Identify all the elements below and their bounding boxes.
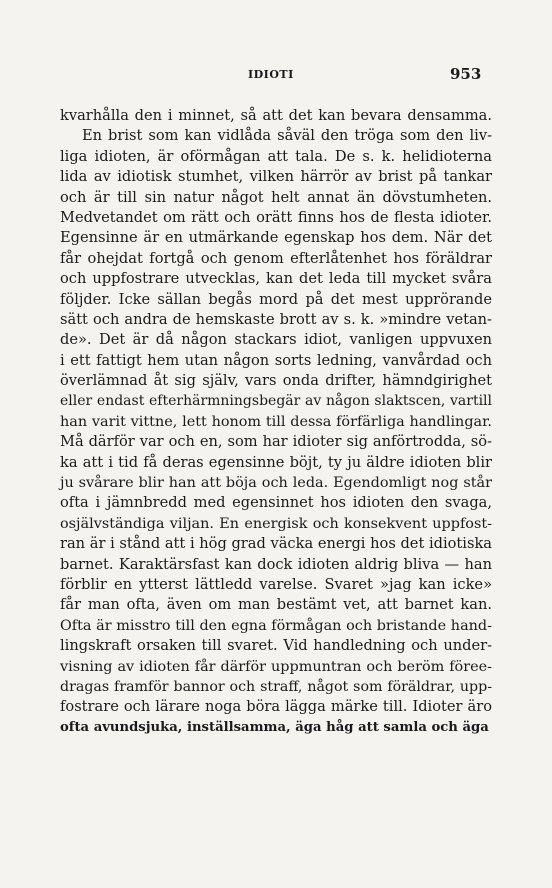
text-line: och uppfostrare utvecklas, kan det leda till mycket svåra [60,270,492,288]
page-number: 953 [450,65,482,83]
text-line: förblir en ytterst lättledd varelse. Svaret »jag kan icke» [60,575,492,593]
text-line: fostrare och lärare noga böra lägga märke till. Idioter äro [60,698,492,716]
text-line: får ohejdat fortgå och genom efterlåtenhet hos föräldrar [60,249,492,267]
text-line: ofta i jämnbredd med egensinnet hos idioten den svaga, [60,494,492,512]
text-line: ka att i tid få deras egensinne böjt, ty ju äldre idioten blir [60,453,492,471]
text-line: Medvetandet om rätt och orätt finns hos de flesta idioter. [60,208,492,226]
text-line: överlämnad åt sig själv, vars onda drifter, hämndgirighet [60,372,492,390]
body-text [60,106,492,738]
text-line: han varit vittne, lett honom till dessa förfärliga handlingar. [60,413,492,430]
text-line: Egensinne är en utmärkande egenskap hos dem. När det [60,229,492,247]
text-line: Ofta är misstro till den egna förmågan och bristande hand- [60,617,492,634]
text-line: dragas framför bannor och straff, något som föräldrar, upp- [60,678,492,695]
text-line: visning av idioten får därför uppmuntran och beröm föreе- [60,658,492,675]
text-line: Må därför var och en, som har idioter sig anförtrodda, sö- [60,433,492,451]
text-line: följder. Icke sällan begås mord på det mest upprörande [60,290,492,308]
text-line: ofta avundsjuka, inställsamma, äga håg att samla och äga [60,719,489,735]
text-line: eller endast efterhärmningsbegär av någon slaktscen, vartill [60,393,492,410]
text-line: barnet. Karaktärsfast kan dock idioten aldrig bliva — han [60,555,492,573]
text-line: sätt och andra de hemskaste brott av s. k. »mindre vetan- [60,310,492,328]
text-line: lingskraft orsaken till svaret. Vid handledning och under- [60,637,492,655]
text-line: En brist som kan vidlåda såväl den tröga som den liv- [82,127,492,145]
text-line: osjälvständiga viljan. En energisk och konsekvent uppfost- [60,515,492,532]
page-header [0,62,552,86]
running-title: IDIOTI [248,68,294,81]
text-line: kvarhålla den i minnet, så att det kan bevara densamma. [60,107,492,124]
text-line: liga idioten, är oförmågan att tala. De s. k. helidioterna [60,147,492,165]
text-line: de». Det är då någon stackars idiot, vanligen uppvuxen [60,331,492,349]
text-line: i ett fattigt hem utan någon sorts ledning, vanvårdad och [60,351,492,369]
text-line: ran är i stånd att i hög grad väcka energi hos det idiotiska [60,535,492,553]
text-line: får man ofta, även om man bestämt vet, att barnet kan. [60,596,492,614]
text-line: lida av idiotisk stumhet, vilken härrör av brist på tankar [60,168,492,186]
text-line: och är till sin natur något helt annat än dövstumheten. [60,188,492,206]
text-line: ju svårare blir han att böja och leda. Egendomligt nog står [60,475,492,492]
